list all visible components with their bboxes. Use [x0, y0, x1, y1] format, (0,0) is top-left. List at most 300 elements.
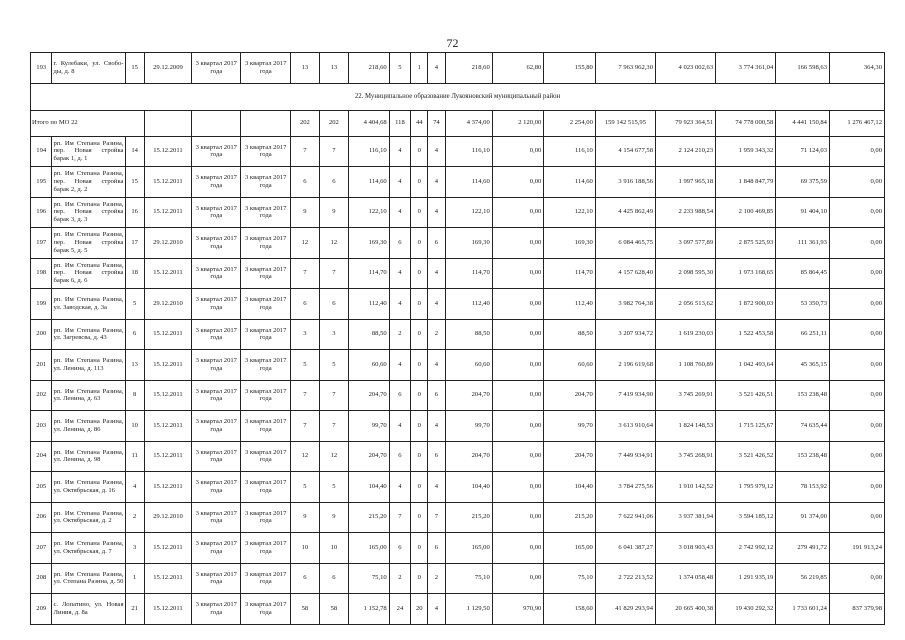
cell-col-20: 0,00 [829, 319, 884, 350]
table-row [31, 167, 885, 198]
cell-col-9: 60,60 [348, 350, 389, 381]
address-cell: рп. Им Степана Разина, пер. Новая стройка барак 2, д. 2 [52, 167, 125, 198]
cell-col-9: 114,60 [348, 167, 389, 198]
total-cell-col-7: 202 [290, 110, 319, 136]
cell-col-4: 15.12.2011 [144, 319, 191, 350]
cell-col-10: 4 [389, 411, 410, 442]
cell-col-15: 114,70 [544, 258, 596, 289]
cell-col-16: 3 982 764,38 [595, 289, 655, 320]
cell-col-13: 114,60 [445, 167, 492, 198]
total-label: Итого по МО 22 [31, 110, 145, 136]
cell-col-18: 3 521 426,52 [716, 441, 776, 472]
cell-col-9: 122,10 [348, 197, 389, 228]
cell-col-14: 0,00 [492, 197, 544, 228]
cell-col-19: 279 491,72 [776, 533, 830, 564]
cell-col-12: 4 [428, 197, 445, 228]
cell-col-7: 12 [290, 441, 319, 472]
cell-col-13: 88,50 [445, 319, 492, 350]
cell-col-13: 104,40 [445, 472, 492, 503]
cell-col-16: 2 196 619,68 [595, 350, 655, 381]
cell-col-19: 91 404,10 [776, 197, 830, 228]
cell-col-15: 75,10 [544, 563, 596, 594]
address-cell: рп. Им Степана Разина, ул. Заводская, д. 3а [52, 289, 125, 320]
cell-col-4: 15.12.2011 [144, 441, 191, 472]
row-number: 195 [31, 167, 52, 198]
cell-col-20: 0,00 [829, 258, 884, 289]
cell-col-19: 153 238,48 [776, 380, 830, 411]
table-row [31, 594, 885, 625]
cell-col-4: 15.12.2011 [144, 411, 191, 442]
cell-col-10: 6 [389, 533, 410, 564]
cell-col-7: 9 [290, 197, 319, 228]
cell-col-17: 3 745 269,91 [656, 380, 716, 411]
cell-col-17: 1 997 965,18 [656, 167, 716, 198]
cell-col-18: 1 848 847,79 [716, 167, 776, 198]
row-number: 207 [31, 533, 52, 564]
address-cell: рп. Им Степана Разина, ул. Ленина, д. 86 [52, 411, 125, 442]
cell-col-11: 0 [411, 411, 428, 442]
cell-col-13: 99,70 [445, 411, 492, 442]
cell-col-13: 165,00 [445, 533, 492, 564]
cell-col-3: 5 [125, 289, 144, 320]
cell-col-4: 15.12.2011 [144, 563, 191, 594]
address-cell: рп. Им Степана Разина, пер. Новая стройка барак 6, д. 6 [52, 258, 125, 289]
cell-col-8: 13 [319, 53, 348, 84]
total-cell-col-14: 2 120,00 [492, 110, 544, 136]
cell-col-5: 3 квартал 2017 года [192, 533, 241, 564]
cell-col-15: 112,40 [544, 289, 596, 320]
cell-col-4: 29.12.2009 [144, 53, 191, 84]
cell-col-14: 0,00 [492, 441, 544, 472]
cell-col-18: 1 959 343,32 [716, 136, 776, 167]
cell-col-12: 6 [428, 228, 445, 259]
cell-col-7: 6 [290, 563, 319, 594]
cell-col-17: 3 745 268,91 [656, 441, 716, 472]
housing-table [30, 52, 885, 625]
cell-col-14: 0,00 [492, 502, 544, 533]
cell-col-9: 99,70 [348, 411, 389, 442]
cell-col-14: 0,00 [492, 533, 544, 564]
cell-col-19: 91 374,00 [776, 502, 830, 533]
table-row [31, 228, 885, 259]
cell-col-8: 7 [319, 380, 348, 411]
cell-col-5: 3 квартал 2017 года [192, 441, 241, 472]
page-number: 72 [446, 36, 459, 50]
cell-col-3: 11 [125, 441, 144, 472]
cell-col-12: 4 [428, 411, 445, 442]
cell-col-8: 6 [319, 167, 348, 198]
cell-col-5: 3 квартал 2017 года [192, 289, 241, 320]
cell-col-15: 122,10 [544, 197, 596, 228]
cell-col-15: 204,70 [544, 380, 596, 411]
cell-col-5: 3 квартал 2017 года [192, 380, 241, 411]
cell-col-16: 2 722 213,52 [595, 563, 655, 594]
cell-col-6: 3 квартал 2017 года [241, 289, 290, 320]
row-number: 208 [31, 563, 52, 594]
cell-col-13: 204,70 [445, 441, 492, 472]
cell-col-3: 17 [125, 228, 144, 259]
address-cell: рп. Им Степана Разина, ул. Ленина, д. 63 [52, 380, 125, 411]
cell-col-13: 1 129,50 [445, 594, 492, 625]
cell-col-5: 3 квартал 2017 года [192, 53, 241, 84]
cell-col-6: 3 квартал 2017 года [241, 502, 290, 533]
table-row [31, 563, 885, 594]
cell-col-3: 13 [125, 350, 144, 381]
total-row [31, 110, 885, 136]
cell-col-6: 3 квартал 2017 года [241, 533, 290, 564]
cell-col-16: 41 829 293,94 [595, 594, 655, 625]
cell-col-15: 99,70 [544, 411, 596, 442]
cell-col-6: 3 квартал 2017 года [241, 380, 290, 411]
cell-col-9: 165,00 [348, 533, 389, 564]
total-cell-col-17: 79 923 364,51 [656, 110, 716, 136]
cell-col-4: 15.12.2011 [144, 136, 191, 167]
row-number: 200 [31, 319, 52, 350]
cell-col-5: 3 квартал 2017 года [192, 258, 241, 289]
cell-col-14: 0,00 [492, 167, 544, 198]
cell-col-13: 122,10 [445, 197, 492, 228]
cell-col-7: 12 [290, 228, 319, 259]
cell-col-4: 29.12.2010 [144, 502, 191, 533]
cell-col-4: 15.12.2011 [144, 380, 191, 411]
cell-col-13: 218,60 [445, 53, 492, 84]
cell-col-7: 7 [290, 136, 319, 167]
cell-col-14: 970,90 [492, 594, 544, 625]
cell-col-8: 12 [319, 228, 348, 259]
address-cell: рп. Им Степана Разина, ул. Октябрьская, д. 2 [52, 502, 125, 533]
cell-col-9: 116,10 [348, 136, 389, 167]
cell-col-19: 74 635,44 [776, 411, 830, 442]
cell-col-6: 3 квартал 2017 года [241, 411, 290, 442]
cell-col-6: 3 квартал 2017 года [241, 228, 290, 259]
cell-col-20: 0,00 [829, 563, 884, 594]
cell-col-14: 0,00 [492, 472, 544, 503]
cell-col-14: 0,00 [492, 411, 544, 442]
cell-col-7: 58 [290, 594, 319, 625]
address-cell: рп. Им Степана Разина, ул. Октябрьская, д. 16 [52, 472, 125, 503]
cell-col-5: 3 квартал 2017 года [192, 136, 241, 167]
cell-col-4: 15.12.2011 [144, 594, 191, 625]
cell-col-9: 1 152,78 [348, 594, 389, 625]
total-cell-col-8: 202 [319, 110, 348, 136]
cell-col-9: 204,70 [348, 441, 389, 472]
cell-col-17: 20 665 400,38 [656, 594, 716, 625]
cell-col-6: 3 квартал 2017 года [241, 472, 290, 503]
table-row [31, 380, 885, 411]
cell-col-14: 0,00 [492, 350, 544, 381]
cell-col-19: 85 864,45 [776, 258, 830, 289]
row-number: 198 [31, 258, 52, 289]
cell-col-10: 7 [389, 502, 410, 533]
cell-col-9: 218,60 [348, 53, 389, 84]
table-row [31, 289, 885, 320]
cell-col-11: 1 [411, 53, 428, 84]
cell-col-20: 837 379,98 [829, 594, 884, 625]
cell-col-20: 0,00 [829, 350, 884, 381]
cell-col-9: 104,40 [348, 472, 389, 503]
cell-col-12: 4 [428, 53, 445, 84]
cell-col-18: 2 100 469,85 [716, 197, 776, 228]
cell-col-8: 6 [319, 563, 348, 594]
cell-col-7: 9 [290, 502, 319, 533]
cell-col-4: 15.12.2011 [144, 167, 191, 198]
cell-col-15: 215,20 [544, 502, 596, 533]
address-cell: рп. Им Степана Разина, ул. Степана Разина, д. 50 [52, 563, 125, 594]
cell-col-18: 3 774 361,04 [716, 53, 776, 84]
total-cell-col-10: 118 [389, 110, 410, 136]
row-number: 209 [31, 594, 52, 625]
cell-col-17: 2 124 210,23 [656, 136, 716, 167]
cell-col-12: 4 [428, 136, 445, 167]
cell-col-10: 2 [389, 563, 410, 594]
cell-col-6: 3 квартал 2017 года [241, 441, 290, 472]
cell-col-5: 3 квартал 2017 года [192, 197, 241, 228]
cell-col-11: 0 [411, 533, 428, 564]
cell-col-10: 4 [389, 197, 410, 228]
cell-col-12: 4 [428, 289, 445, 320]
cell-col-17: 1 374 058,48 [656, 563, 716, 594]
cell-col-5: 3 квартал 2017 года [192, 594, 241, 625]
cell-col-12: 2 [428, 563, 445, 594]
cell-col-19: 78 153,92 [776, 472, 830, 503]
address-cell: рп. Им Степана Разина, ул. Ленина, д. 113 [52, 350, 125, 381]
cell-col-3: 14 [125, 136, 144, 167]
cell-col-16: 4 157 628,40 [595, 258, 655, 289]
cell-col-12: 6 [428, 441, 445, 472]
cell-col-20: 0,00 [829, 289, 884, 320]
total-cell-col-18: 74 778 000,58 [716, 110, 776, 136]
cell-col-8: 12 [319, 441, 348, 472]
cell-col-17: 3 018 903,43 [656, 533, 716, 564]
cell-col-14: 0,00 [492, 228, 544, 259]
cell-col-13: 169,30 [445, 228, 492, 259]
cell-col-8: 3 [319, 319, 348, 350]
row-number: 197 [31, 228, 52, 259]
cell-col-11: 0 [411, 258, 428, 289]
total-cell-col-4 [144, 110, 191, 136]
cell-col-12: 4 [428, 594, 445, 625]
cell-col-17: 1 824 148,53 [656, 411, 716, 442]
total-cell-col-6 [241, 110, 290, 136]
address-cell: рп. Им Степана Разина, пер. Новая стройка барак 5, д. 5 [52, 228, 125, 259]
total-cell-col-12: 74 [428, 110, 445, 136]
cell-col-7: 7 [290, 411, 319, 442]
cell-col-18: 19 430 292,32 [716, 594, 776, 625]
cell-col-5: 3 квартал 2017 года [192, 350, 241, 381]
cell-col-12: 4 [428, 350, 445, 381]
table-row [31, 53, 885, 84]
cell-col-15: 60,60 [544, 350, 596, 381]
address-cell: рп. Им Степана Разина, пер. Новая стройка барак 1, д. 1 [52, 136, 125, 167]
row-number: 193 [31, 53, 52, 84]
cell-col-19: 66 251,11 [776, 319, 830, 350]
cell-col-11: 0 [411, 441, 428, 472]
cell-col-12: 4 [428, 167, 445, 198]
cell-col-7: 10 [290, 533, 319, 564]
cell-col-5: 3 квартал 2017 года [192, 167, 241, 198]
cell-col-10: 6 [389, 380, 410, 411]
table-row [31, 441, 885, 472]
cell-col-10: 4 [389, 136, 410, 167]
cell-col-18: 3 521 426,51 [716, 380, 776, 411]
cell-col-20: 0,00 [829, 472, 884, 503]
cell-col-11: 0 [411, 380, 428, 411]
address-cell: с. Лопатино, ул. Новая Линия, д. 8а [52, 594, 125, 625]
cell-col-6: 3 квартал 2017 года [241, 167, 290, 198]
cell-col-11: 0 [411, 197, 428, 228]
cell-col-16: 3 207 934,72 [595, 319, 655, 350]
cell-col-14: 0,00 [492, 289, 544, 320]
total-cell-col-15: 2 254,00 [544, 110, 596, 136]
cell-col-10: 6 [389, 441, 410, 472]
cell-col-10: 5 [389, 53, 410, 84]
row-number: 199 [31, 289, 52, 320]
cell-col-7: 5 [290, 350, 319, 381]
cell-col-15: 155,80 [544, 53, 596, 84]
cell-col-10: 2 [389, 319, 410, 350]
cell-col-15: 169,30 [544, 228, 596, 259]
total-cell-col-13: 4 374,00 [445, 110, 492, 136]
cell-col-4: 15.12.2011 [144, 472, 191, 503]
row-number: 201 [31, 350, 52, 381]
cell-col-13: 112,40 [445, 289, 492, 320]
cell-col-4: 15.12.2011 [144, 258, 191, 289]
cell-col-18: 1 291 935,19 [716, 563, 776, 594]
cell-col-6: 3 квартал 2017 года [241, 197, 290, 228]
cell-col-9: 75,10 [348, 563, 389, 594]
cell-col-18: 2 742 992,12 [716, 533, 776, 564]
cell-col-8: 7 [319, 411, 348, 442]
cell-col-3: 18 [125, 258, 144, 289]
cell-col-4: 15.12.2011 [144, 533, 191, 564]
cell-col-12: 4 [428, 258, 445, 289]
cell-col-18: 3 594 185,12 [716, 502, 776, 533]
cell-col-6: 3 квартал 2017 года [241, 563, 290, 594]
cell-col-3: 8 [125, 380, 144, 411]
table-row [31, 350, 885, 381]
cell-col-17: 1 619 230,03 [656, 319, 716, 350]
cell-col-10: 4 [389, 472, 410, 503]
cell-col-19: 111 361,93 [776, 228, 830, 259]
cell-col-6: 3 квартал 2017 года [241, 350, 290, 381]
cell-col-17: 2 233 988,54 [656, 197, 716, 228]
cell-col-12: 2 [428, 319, 445, 350]
table-row [31, 502, 885, 533]
cell-col-19: 45 365,15 [776, 350, 830, 381]
cell-col-15: 104,40 [544, 472, 596, 503]
cell-col-3: 15 [125, 53, 144, 84]
cell-col-14: 0,00 [492, 563, 544, 594]
cell-col-16: 4 425 862,49 [595, 197, 655, 228]
cell-col-11: 0 [411, 167, 428, 198]
cell-col-15: 116,10 [544, 136, 596, 167]
cell-col-12: 6 [428, 533, 445, 564]
cell-col-18: 2 875 525,93 [716, 228, 776, 259]
cell-col-10: 4 [389, 258, 410, 289]
row-number: 204 [31, 441, 52, 472]
cell-col-8: 9 [319, 197, 348, 228]
cell-col-13: 116,10 [445, 136, 492, 167]
cell-col-18: 1 795 979,12 [716, 472, 776, 503]
table-body [31, 53, 885, 625]
cell-col-11: 20 [411, 594, 428, 625]
cell-col-7: 6 [290, 167, 319, 198]
cell-col-8: 5 [319, 472, 348, 503]
cell-col-17: 1 910 142,52 [656, 472, 716, 503]
total-cell-col-11: 44 [411, 110, 428, 136]
cell-col-12: 6 [428, 380, 445, 411]
cell-col-6: 3 квартал 2017 года [241, 258, 290, 289]
cell-col-5: 3 квартал 2017 года [192, 502, 241, 533]
cell-col-9: 204,70 [348, 380, 389, 411]
cell-col-7: 6 [290, 289, 319, 320]
cell-col-5: 3 квартал 2017 года [192, 319, 241, 350]
cell-col-11: 0 [411, 228, 428, 259]
cell-col-11: 0 [411, 472, 428, 503]
cell-col-20: 0,00 [829, 197, 884, 228]
cell-col-3: 15 [125, 167, 144, 198]
cell-col-9: 215,20 [348, 502, 389, 533]
cell-col-4: 29.12.2010 [144, 289, 191, 320]
cell-col-13: 60,60 [445, 350, 492, 381]
cell-col-10: 6 [389, 228, 410, 259]
cell-col-8: 10 [319, 533, 348, 564]
cell-col-5: 3 квартал 2017 года [192, 411, 241, 442]
cell-col-4: 15.12.2011 [144, 197, 191, 228]
cell-col-16: 3 784 275,56 [595, 472, 655, 503]
cell-col-7: 3 [290, 319, 319, 350]
cell-col-20: 0,00 [829, 380, 884, 411]
cell-col-16: 7 449 934,91 [595, 441, 655, 472]
cell-col-14: 62,80 [492, 53, 544, 84]
cell-col-13: 204,70 [445, 380, 492, 411]
row-number: 205 [31, 472, 52, 503]
cell-col-6: 3 квартал 2017 года [241, 319, 290, 350]
cell-col-5: 3 квартал 2017 года [192, 228, 241, 259]
cell-col-4: 15.12.2011 [144, 350, 191, 381]
cell-col-19: 1 733 601,24 [776, 594, 830, 625]
cell-col-18: 1 042 493,64 [716, 350, 776, 381]
cell-col-16: 7 622 941,06 [595, 502, 655, 533]
cell-col-20: 0,00 [829, 441, 884, 472]
cell-col-13: 75,10 [445, 563, 492, 594]
cell-col-10: 4 [389, 167, 410, 198]
cell-col-15: 204,70 [544, 441, 596, 472]
table-row [31, 472, 885, 503]
cell-col-11: 0 [411, 319, 428, 350]
table-row [31, 533, 885, 564]
table-row [31, 411, 885, 442]
cell-col-19: 53 350,73 [776, 289, 830, 320]
cell-col-15: 165,00 [544, 533, 596, 564]
cell-col-15: 158,60 [544, 594, 596, 625]
cell-col-19: 153 238,48 [776, 441, 830, 472]
cell-col-17: 2 098 595,30 [656, 258, 716, 289]
cell-col-18: 1 522 453,58 [716, 319, 776, 350]
cell-col-3: 10 [125, 411, 144, 442]
table-row [31, 197, 885, 228]
total-cell-col-9: 4 404,68 [348, 110, 389, 136]
cell-col-5: 3 квартал 2017 года [192, 472, 241, 503]
row-number: 196 [31, 197, 52, 228]
cell-col-11: 0 [411, 136, 428, 167]
cell-col-3: 6 [125, 319, 144, 350]
cell-col-9: 169,30 [348, 228, 389, 259]
cell-col-9: 88,50 [348, 319, 389, 350]
cell-col-20: 0,00 [829, 502, 884, 533]
cell-col-8: 6 [319, 289, 348, 320]
cell-col-8: 58 [319, 594, 348, 625]
